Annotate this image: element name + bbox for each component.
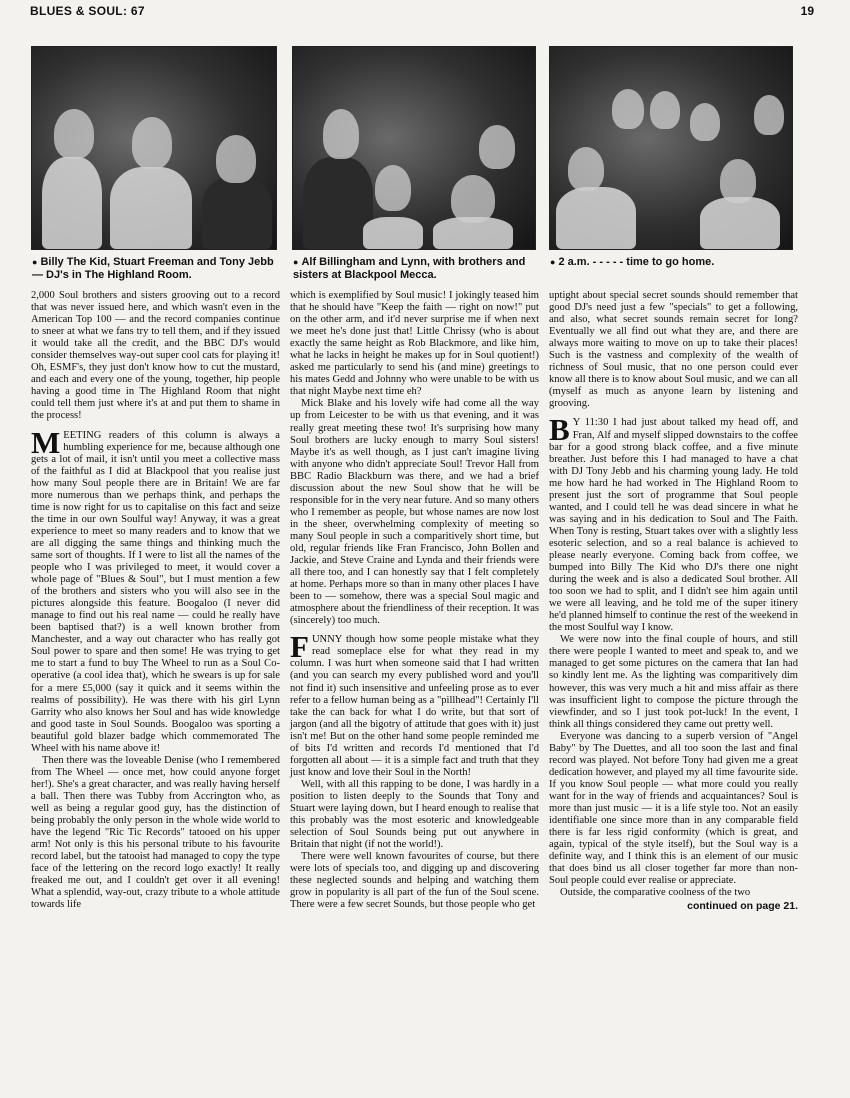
continued-note: continued on page 21. bbox=[687, 900, 798, 913]
paragraph: Then there was the loveable Denise (who I remembered from The Wheel — once met, how could anyone forget her!). She's a great character, and was really having herself a ball. Then there was Tubby from Accrington who, as well as being a regular good guy, has the distinction of being probably the only person in the whole wide world to have the legend "Ric Tic Records" tatooed on his upper arm! Not only is this his personal tribute to his favourite record label, but the tatooist had managed to copy the type face of the lettering on the record logo exactly! It really freaked me out, and I couldn't get over it all evening! What a splendid, way-out, crazy tribute to a whole attitude towards life bbox=[31, 754, 280, 911]
photo-group-crowd bbox=[292, 46, 536, 250]
paragraph: Well, with all this rapping to be done, I was hardly in a position to listen deeply to the Sounds that Tony and Stuart were laying down, but I heard enough to realise that this probably was the most esoteric and knowledgeable selection of Soul Sounds being put out anywhere in Britain that night (if not the world!). bbox=[290, 778, 539, 851]
masthead: BLUES & SOUL: 67 bbox=[30, 4, 145, 18]
paragraph: We were now into the final couple of hours, and still there were people I wanted to meet and speak to, and we managed to get some pictures on the camera that Ian had so kindly lent me. As the lighting was comparitively dim however, this was very much a hit and miss affair as there was insufficient light to compose the picture through the viewfinder, and so I just took pot-luck! In the event, I think all things considered they came out pretty well. bbox=[549, 634, 798, 730]
photo-caption-3: ● 2 a.m. - - - - - time to go home. bbox=[550, 256, 715, 268]
article-column-3 bbox=[549, 290, 798, 912]
bullet-icon: ● bbox=[32, 257, 38, 267]
paragraph: 2,000 Soul brothers and sisters grooving out to a record that was never issued here, and which wasn't even in the American Top 100 — and the record companies continue to sneer at what we fans try to tell them, and if they issued it would take all the credit, and the BBC DJ's would consider themselves way-out super cool cats for playing it! Oh, ESMF's, they just don't know how to cut the mustard, and each and every one of the young, together, hip people having a good time in The Highland Room that night could tell them just where it's at and put them to shame in the process! bbox=[31, 290, 280, 422]
page-number: 19 bbox=[800, 4, 814, 18]
photo-caption-2: ● Alf Billingham and Lynn, with brothers and sisters at Blackpool Mecca. bbox=[293, 256, 526, 281]
paragraph: Mick Blake and his lovely wife had come all the way up from Leicester to be with us that evening, and it was really great meeting these two! It's surprising how many Soul brothers are lucky enough to marry Soul sisters! Maybe it's as well though, as I just can't imagine living with anyone who didn't appreciate Soul! Trevor Hall from BBC Radio Blackburn was there, and we had a brief discussion about the new Soul show that he will be responsible for in the very near future. And so many others who I remember as people, but whose names are now lost in the sheer, overwhelming complexity of meeting so many Soul people in such a comparitively short time, but old, regular friends like Fran Francisco, John Bollen and Jackie, and Steve Craine and Lynda and their friends were all there too, and I can honestly say that I felt completely at home. Perhaps more so than in many other places I have been to — somehow, there was a special Soul magic and atmosphere about the friendliness of their reception. It was (sincerely) too much. bbox=[290, 398, 539, 627]
article-column-1 bbox=[31, 290, 280, 911]
drop-cap: B bbox=[549, 412, 570, 448]
paragraph: which is exemplified by Soul music! I jokingly teased him that he should have "Keep the faith — right on now!" put on the other arm, and it'd never surprise me if when next we meet he's done just that! Little Chrissy (who is about exactly the same height as Rob Blackmore, and like him, what he lacks in height he makes up for in Soul quotient!) asked me particularly to send his (and mine) greetings to his mates Gedd and Johnny who were unable to be with us that night Maybe next time eh? bbox=[290, 290, 539, 398]
paragraph: There were well known favourites of course, but there were lots of specials too, and digging up and discovering these neglected sounds and helping and watching them grow in popularity is all part of the fun of the Soul scene. There were a few secret Sounds, but those people who get bbox=[290, 851, 539, 911]
paragraph: FUNNY though how some people mistake what they read someplace else for what they read in my column. I was hurt when someone said that I had written (and you can search my every published word and you'll not find it) such insensitive and unfeeling prose as to ever refer to a fellow human being as a "pillhead"! Certainly I'll take the can back for what I do write, but that sort of jargon (and all the bigotry of attitude that goes with it) just isn't me! But on the other hand some people reminded me of bits I'd written and records I'd mentioned that I'd forgotten all about — it is a simple fact and truth that they just know and love their Soul in the North! bbox=[290, 629, 539, 778]
page-header bbox=[30, 4, 814, 24]
drop-cap: M bbox=[31, 424, 61, 460]
paragraph: Everyone was dancing to a superb version of "Angel Baby" by The Duettes, and all too soon the last and final record was played. Not before Tony had given me a great dedication however, and played my all time favourite side. If you know Soul people — what more could you really want for in the way of friends and acquaintances? Soul is more than just music — it is a life style too. Not an easily identifiable one since more than in any comparable field there is far less rigid conformity (which is great, and again, typical of the style itself), but the Soul way is a definite way, and I think this is an element of our music that does bind us all closer together far more than non-Soul people could ever realise or appreciate. bbox=[549, 730, 798, 887]
paragraph: uptight about special secret sounds should remember that good DJ's need just a few "specials" to get a following, and also, what secret sounds remain secret for long? Eventually we all find out what they are, and there are always more waiting to move on up to take their places! Such is the vastness and complexity of the wealth of richness of Soul music, that no one person could ever know all there is to know about Soul music, and we can all (myself as much as anyone learn by listening and grooving. bbox=[549, 290, 798, 410]
bullet-icon: ● bbox=[550, 257, 556, 267]
photo-group-late-night bbox=[549, 46, 793, 250]
article-column-2 bbox=[290, 290, 539, 911]
drop-cap: F bbox=[290, 629, 309, 665]
paragraph: Outside, the comparative coolness of the two bbox=[560, 887, 751, 899]
paragraph: BY 11:30 I had just about talked my head off, and Fran, Alf and myself slipped downstairs to the coffee bar for a good strong black coffee, and a five minute breather. Just before this I had managed to have a chat with DJ Tony Jebb and his charming young lady. He told me how hard he had worked in The Highland Room to present just the sort of programme that Soul people wanted, and I could tell he was dead sincere in what he was saying and in his dedication to Soul and The Faith. When Tony is resting, Stuart takes over with a slightly less esoteric selection, and so a real balance is achieved to please nearly everyone. Coming back from coffee, we bumped into Billy The Kid who DJ's there one night during the week and is also a dedicated Soul brother. All too soon we had to split, and I didn't see him again until we were all leaving, and he told me of the super itinery he'd planned himself to continue the rest of the weekend in the most Soulful way I know. bbox=[549, 412, 798, 634]
photo-group-three-men bbox=[31, 46, 277, 250]
photo-caption-1: ● Billy The Kid, Stuart Freeman and Tony Jebb — DJ's in The Highland Room. bbox=[32, 256, 274, 281]
bullet-icon: ● bbox=[293, 257, 299, 267]
paragraph: MEETING readers of this column is always a humbling experience for me, because although one gets a lot of mail, it isn't until you meet a collective mass of the faithful as I did at Blackpool that you realise just how many Soul people there are in Britain! We are far more numerous than we perhaps think, and perhaps the time is now right for us to capitalise on this fact and seize the time in our own Soulful way! Anyway, it was a great experience to meet so many readers and to know that we are all digging the same things and thinking much the same sort of thoughts. If I were to list all the names of the people who I was privileged to meet, it would cover a whole page of "Blues & Soul", but I must mention a few of the brothers and sisters who you will also see in the pictures alongside this feature. Boogaloo (I never did manage to find out his real name — could he really have been baptised that?) is a well known brother from Manchester, and a way out character who has really got Soul power to spare and then some! He was trying to get me to start a fund to buy The Wheel to run as a Soul Co-operative (a cool idea that), which he swears is up for sale for a mere £5,000 (say it quick and it seems within the realms of possibility). He was there with his girl Lynn Garrity who also knows her Soul and has wide knowledge and good taste in Soul Sounds. Boogaloo was sporting a beautiful gold blazer badge which commemorated The Wheel with his name above it! bbox=[31, 424, 280, 754]
